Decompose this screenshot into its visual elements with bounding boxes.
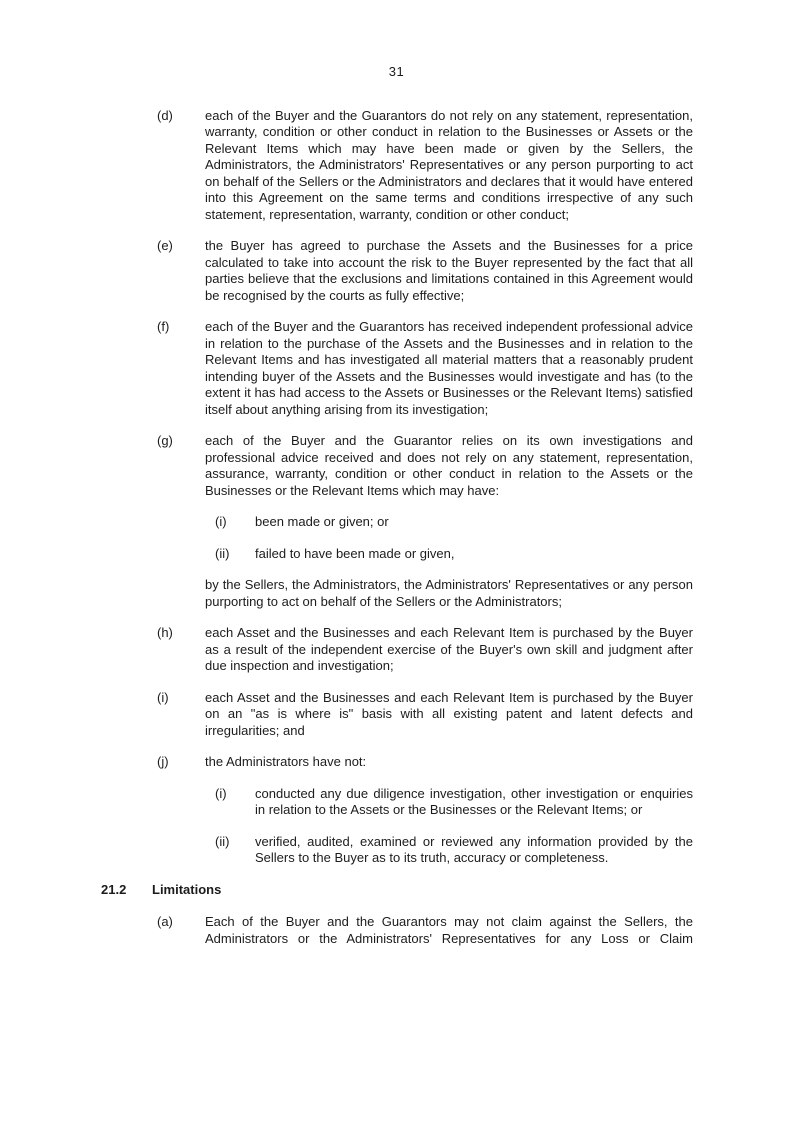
list-item <box>157 238 693 304</box>
item-label: (ii) <box>215 833 230 849</box>
item-text: the Administrators have not: <box>205 754 367 769</box>
list-item <box>157 108 693 224</box>
list-item <box>157 433 693 499</box>
item-text: each Asset and the Businesses and each Relevant Item is purchased by the Buyer on an "as is where is" basis with all existing patent and latent defects and irregularities; and <box>205 689 693 738</box>
list-item <box>215 834 693 867</box>
list-item <box>157 754 693 771</box>
item-label: (i) <box>157 689 169 705</box>
list-item <box>157 690 693 740</box>
item-text: been made or given; or <box>255 514 389 529</box>
item-label: (g) <box>157 433 173 448</box>
item-label: (h) <box>157 625 173 640</box>
paragraph-text: by the Sellers, the Administrators, the Administrators' Representatives or any person purporting to act on behalf of the Sellers or the Administrators; <box>205 577 693 609</box>
item-label: (f) <box>157 319 170 334</box>
item-text: each of the Buyer and the Guarantors do not rely on any statement, representation, warranty, condition or other conduct in relation to the Businesses or Assets or the Relevant Items which may have been made or given by the Sellers, the Administrators, the Administrators' Representatives or any person purporting to act on behalf of the Sellers or the Administrators and declares that it would have entered into this Agreement on the same terms and conditions irrespective of any such statement, representation, warranty, condition or other conduct; <box>205 107 693 222</box>
list-item <box>215 546 693 563</box>
item-text: each Asset and the Businesses and each Relevant Item is purchased by the Buyer as a result of the independent exercise of the Buyer's own skill and judgment after due inspection and investigation; <box>205 625 693 673</box>
item-label: (i) <box>215 514 227 529</box>
document-content <box>101 108 693 948</box>
item-text: each of the Buyer and the Guarantors has received independent professional advice in relation to the purchase of the Assets and the Businesses and in relation to the Relevant Items and has investigated all material matters that a reasonably prudent intending buyer of the Assets and the Businesses would investigate and has (to the extent it has had access to the Assets or Businesses or the Relevant Items) satisfied itself about anything arising from its investigation; <box>205 319 693 417</box>
section-title: Limitations <box>152 881 222 897</box>
list-item <box>157 319 693 418</box>
section-heading <box>101 882 693 899</box>
item-label: (j) <box>157 754 169 769</box>
item-label: (a) <box>157 914 173 929</box>
item-text: the Buyer has agreed to purchase the Assets and the Businesses for a price calculated to take into account the risk to the Buyer represented by the fact that all parties believe that the exclusions and limitations contained in this Agreement would be recognised by the courts as fully effective; <box>205 238 693 303</box>
item-text: conducted any due diligence investigation, other investigation or enquiries in relation to the Assets or the Businesses or the Relevant Items; or <box>255 785 693 817</box>
item-text: Each of the Buyer and the Guarantors may not claim against the Sellers, the Administrators or the Administrators' Representatives for any Loss or Claim <box>205 914 693 946</box>
list-item <box>215 786 693 819</box>
list-item <box>157 625 693 675</box>
list-item <box>215 514 693 531</box>
item-text: verified, audited, examined or reviewed any information provided by the Sellers to the Buyer as to its truth, accuracy or completeness. <box>255 833 693 865</box>
item-text: failed to have been made or given, <box>255 545 455 561</box>
item-label: (e) <box>157 238 173 253</box>
list-item <box>157 914 693 947</box>
page-number: 31 <box>388 64 405 79</box>
item-label: (ii) <box>215 545 230 561</box>
item-label: (d) <box>157 107 173 123</box>
section-number: 21.2 <box>101 881 127 897</box>
continuation-paragraph <box>205 577 693 610</box>
item-label: (i) <box>215 785 227 801</box>
item-text: each of the Buyer and the Guarantor relies on its own investigations and professional advice received and does not rely on any statement, representation, assurance, warranty, condition or other conduct in relation to the Assets or the Businesses or the Relevant Items which may have: <box>205 433 693 498</box>
